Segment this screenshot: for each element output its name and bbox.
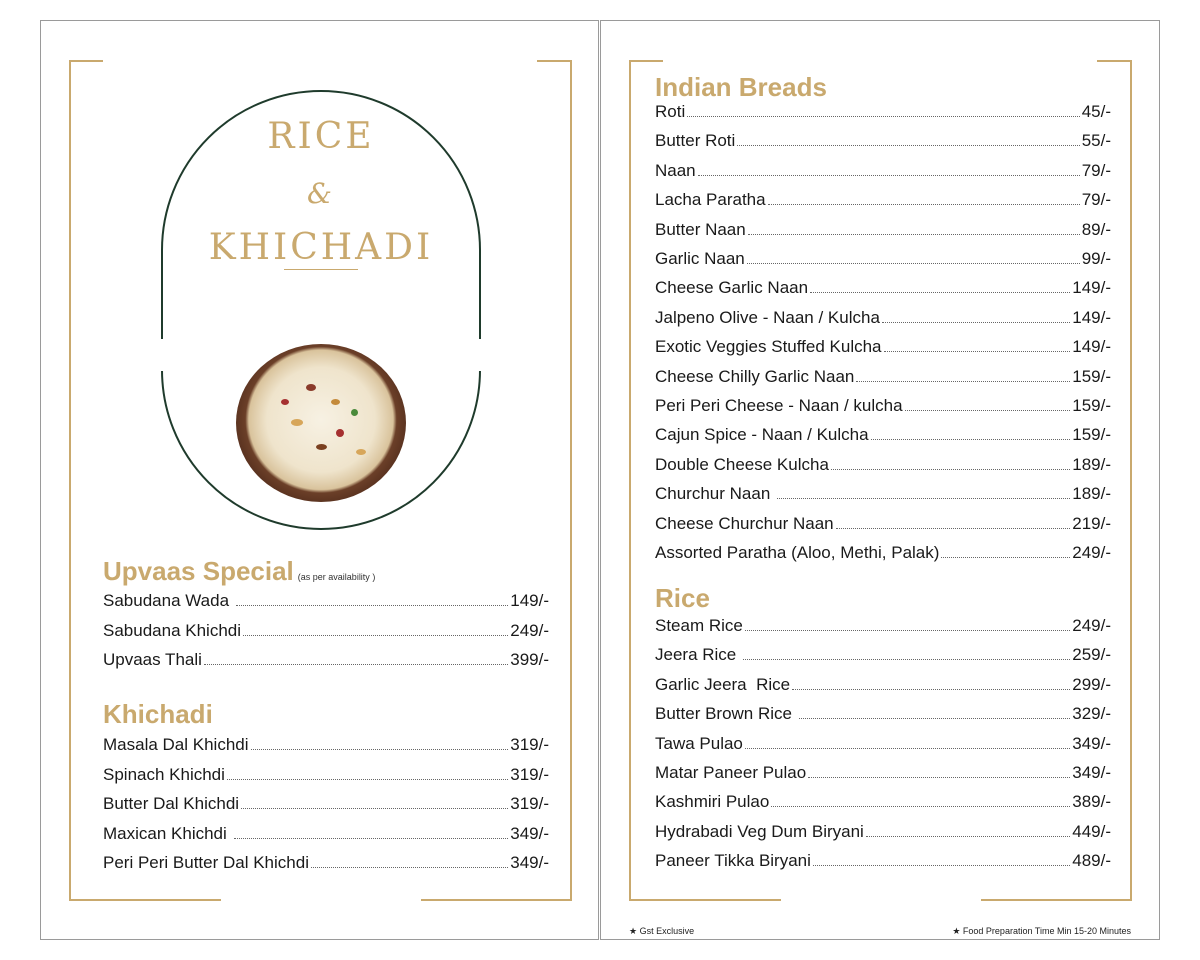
menu-item-price: 319/- bbox=[510, 735, 549, 754]
dot-leader bbox=[941, 557, 1070, 558]
menu-item-name: Sabudana Wada bbox=[103, 591, 234, 610]
menu-item bbox=[655, 131, 1111, 155]
frame-right bbox=[570, 60, 572, 901]
menu-item-name: Peri Peri Cheese - Naan / kulcha bbox=[655, 396, 903, 415]
menu-item bbox=[103, 824, 549, 848]
menu-item-name: Spinach Khichdi bbox=[103, 764, 225, 784]
dot-leader bbox=[836, 528, 1071, 529]
dot-leader bbox=[204, 664, 508, 665]
frame-top-left bbox=[629, 60, 663, 62]
menu-item-price: 349/- bbox=[1072, 763, 1111, 782]
menu-item-name: Double Cheese Kulcha bbox=[655, 454, 829, 474]
menu-item-price: 89/- bbox=[1081, 219, 1111, 239]
menu-item-name: Cajun Spice - Naan / Kulcha bbox=[655, 425, 869, 445]
page-title-line2: & bbox=[307, 177, 335, 210]
frame-top-right bbox=[537, 60, 571, 62]
menu-item-price: 159/- bbox=[1072, 366, 1111, 386]
page-title-line1: RICE bbox=[267, 116, 375, 157]
menu-item-name: Upvaas Thali bbox=[103, 650, 202, 669]
dot-leader bbox=[777, 498, 1070, 499]
frame-top-right bbox=[1097, 60, 1131, 62]
dot-leader bbox=[747, 263, 1080, 264]
menu-item-name: Sabudana Khichdi bbox=[103, 620, 242, 640]
dot-leader bbox=[905, 410, 1071, 411]
menu-item-name: Peri Peri Butter Dal Khichdi bbox=[103, 853, 309, 872]
menu-item-name: Cheese Garlic Naan bbox=[655, 278, 809, 298]
menu-item bbox=[103, 735, 549, 759]
menu-item-name: Steam Rice bbox=[655, 616, 743, 635]
frame-bottom-right bbox=[981, 899, 1132, 901]
dot-leader bbox=[748, 234, 1080, 235]
menu-item-price: 159/- bbox=[1072, 396, 1111, 415]
dot-leader bbox=[698, 175, 1080, 176]
dot-leader bbox=[227, 779, 508, 780]
menu-item-name: Jalpeno Olive - Naan / Kulcha bbox=[655, 307, 880, 327]
menu-item-price: 249/- bbox=[1072, 543, 1111, 562]
menu-item-name: Kashmiri Pulao bbox=[655, 792, 770, 812]
dot-leader bbox=[745, 630, 1070, 631]
availability-note: (as per availability ) bbox=[297, 572, 376, 582]
menu-item-price: 189/- bbox=[1072, 484, 1111, 504]
menu-item bbox=[655, 337, 1111, 361]
menu-item-name: Butter Dal Khichdi bbox=[103, 794, 240, 813]
menu-item-price: 219/- bbox=[1072, 513, 1111, 533]
menu-item-price: 259/- bbox=[1072, 645, 1111, 665]
menu-item-price: 399/- bbox=[510, 650, 549, 669]
menu-item bbox=[655, 220, 1111, 244]
menu-item bbox=[655, 704, 1111, 728]
dot-leader bbox=[799, 718, 1071, 719]
right-menu-page bbox=[600, 20, 1160, 940]
menu-item-name: Butter Roti bbox=[655, 131, 736, 151]
menu-item-name: Garlic Naan bbox=[655, 249, 745, 268]
frame-top-left bbox=[69, 60, 103, 62]
frame-bottom-left bbox=[69, 899, 221, 901]
dot-leader bbox=[771, 806, 1070, 807]
menu-item-price: 329/- bbox=[1072, 704, 1111, 724]
menu-item bbox=[655, 675, 1111, 699]
menu-item-price: 45/- bbox=[1081, 102, 1111, 121]
menu-item bbox=[655, 822, 1111, 846]
menu-item-price: 319/- bbox=[510, 794, 549, 813]
frame-left bbox=[69, 60, 71, 901]
page-title-line3: KHICHADI bbox=[208, 227, 434, 268]
menu-item-name: Jeera Rice bbox=[655, 645, 741, 665]
dot-leader bbox=[768, 204, 1080, 205]
menu-item bbox=[655, 763, 1111, 787]
menu-item-name: Cheese Churchur Naan bbox=[655, 513, 834, 533]
menu-item-name: Assorted Paratha (Aloo, Methi, Palak) bbox=[655, 543, 940, 562]
menu-item-price: 149/- bbox=[1072, 337, 1111, 357]
menu-item bbox=[655, 161, 1111, 185]
menu-item-name: Tawa Pulao bbox=[655, 733, 743, 753]
menu-item bbox=[103, 650, 549, 674]
dot-leader bbox=[311, 867, 508, 868]
menu-item-name: Butter Naan bbox=[655, 219, 746, 239]
menu-item-price: 349/- bbox=[1072, 733, 1111, 753]
menu-item-name: Lacha Paratha bbox=[655, 190, 766, 210]
dot-leader bbox=[831, 469, 1070, 470]
dot-leader bbox=[882, 322, 1070, 323]
gst-footnote: ★ Gst Exclusive bbox=[629, 926, 695, 936]
menu-item-name: Maxican Khichdi bbox=[103, 823, 232, 843]
dot-leader bbox=[884, 351, 1071, 352]
dot-leader bbox=[810, 292, 1070, 293]
dot-leader bbox=[856, 381, 1070, 382]
menu-item-price: 249/- bbox=[510, 620, 549, 640]
menu-item bbox=[655, 249, 1111, 273]
dot-leader bbox=[251, 749, 509, 750]
menu-item-price: 189/- bbox=[1072, 454, 1111, 474]
menu-item-name: Masala Dal Khichdi bbox=[103, 735, 249, 754]
menu-item bbox=[655, 616, 1111, 640]
menu-item bbox=[655, 734, 1111, 758]
dot-leader bbox=[871, 439, 1071, 440]
frame-left bbox=[629, 60, 631, 901]
menu-item-name: Cheese Chilly Garlic Naan bbox=[655, 366, 855, 386]
menu-item bbox=[655, 455, 1111, 479]
menu-item-price: 249/- bbox=[1072, 616, 1111, 635]
menu-item-name: Churchur Naan bbox=[655, 484, 776, 504]
left-menu-page bbox=[40, 20, 599, 940]
section-title-breads: Indian Breads bbox=[655, 72, 827, 102]
menu-item bbox=[103, 621, 549, 645]
menu-item bbox=[103, 591, 549, 615]
menu-item bbox=[655, 278, 1111, 302]
menu-item bbox=[655, 484, 1111, 508]
dot-leader bbox=[813, 865, 1070, 866]
menu-item bbox=[103, 765, 549, 789]
menu-item-price: 149/- bbox=[1072, 307, 1111, 327]
menu-item-name: Matar Paneer Pulao bbox=[655, 763, 807, 782]
dot-leader bbox=[236, 605, 509, 606]
menu-item-name: Naan bbox=[655, 160, 696, 180]
menu-item bbox=[655, 543, 1111, 567]
dot-leader bbox=[745, 748, 1070, 749]
menu-item bbox=[655, 396, 1111, 420]
title-underline bbox=[284, 269, 358, 270]
menu-item-price: 79/- bbox=[1081, 190, 1111, 210]
menu-item-price: 99/- bbox=[1081, 249, 1111, 268]
menu-item-price: 349/- bbox=[510, 853, 549, 872]
menu-item bbox=[655, 190, 1111, 214]
menu-item-price: 149/- bbox=[510, 591, 549, 610]
menu-item-name: Roti bbox=[655, 102, 686, 121]
menu-item-price: 389/- bbox=[1072, 792, 1111, 812]
section-title-khichadi: Khichadi bbox=[103, 699, 213, 729]
menu-item bbox=[655, 851, 1111, 875]
menu-item-price: 489/- bbox=[1072, 851, 1111, 871]
menu-item bbox=[655, 645, 1111, 669]
menu-item-name: Hydrabadi Veg Dum Biryani bbox=[655, 821, 864, 841]
dot-leader bbox=[243, 635, 508, 636]
section-title-rice: Rice bbox=[655, 583, 710, 613]
menu-item-name: Exotic Veggies Stuffed Kulcha bbox=[655, 337, 882, 357]
menu-item-price: 149/- bbox=[1072, 278, 1111, 298]
dot-leader bbox=[808, 777, 1070, 778]
menu-item-name: Garlic Jeera Rice bbox=[655, 674, 791, 694]
dot-leader bbox=[241, 808, 508, 809]
menu-item-price: 319/- bbox=[510, 764, 549, 784]
menu-item-price: 55/- bbox=[1081, 131, 1111, 151]
section-title-upvaas: Upvaas Special (as per availability ) bbox=[103, 556, 376, 586]
menu-item bbox=[103, 853, 549, 877]
menu-item bbox=[655, 792, 1111, 816]
menu-item-name: Paneer Tikka Biryani bbox=[655, 851, 811, 871]
rice-bowl-image bbox=[236, 344, 406, 502]
frame-right bbox=[1130, 60, 1132, 901]
menu-item bbox=[103, 794, 549, 818]
prep-time-footnote: ★ Food Preparation Time Min 15-20 Minutes bbox=[952, 926, 1131, 936]
dot-leader bbox=[737, 145, 1079, 146]
dot-leader bbox=[687, 116, 1079, 117]
dot-leader bbox=[866, 836, 1070, 837]
menu-item-price: 299/- bbox=[1072, 674, 1111, 694]
dot-leader bbox=[792, 689, 1070, 690]
menu-item-name: Butter Brown Rice bbox=[655, 704, 797, 724]
menu-item-price: 349/- bbox=[510, 823, 549, 843]
menu-item bbox=[655, 308, 1111, 332]
dot-leader bbox=[743, 659, 1070, 660]
menu-item-price: 449/- bbox=[1072, 821, 1111, 841]
menu-item-price: 79/- bbox=[1081, 160, 1111, 180]
frame-bottom-right bbox=[421, 899, 572, 901]
frame-bottom-left bbox=[629, 899, 781, 901]
menu-item bbox=[655, 425, 1111, 449]
menu-item bbox=[655, 102, 1111, 126]
dot-leader bbox=[234, 838, 509, 839]
menu-item-price: 159/- bbox=[1072, 425, 1111, 445]
menu-item bbox=[655, 367, 1111, 391]
menu-item bbox=[655, 514, 1111, 538]
